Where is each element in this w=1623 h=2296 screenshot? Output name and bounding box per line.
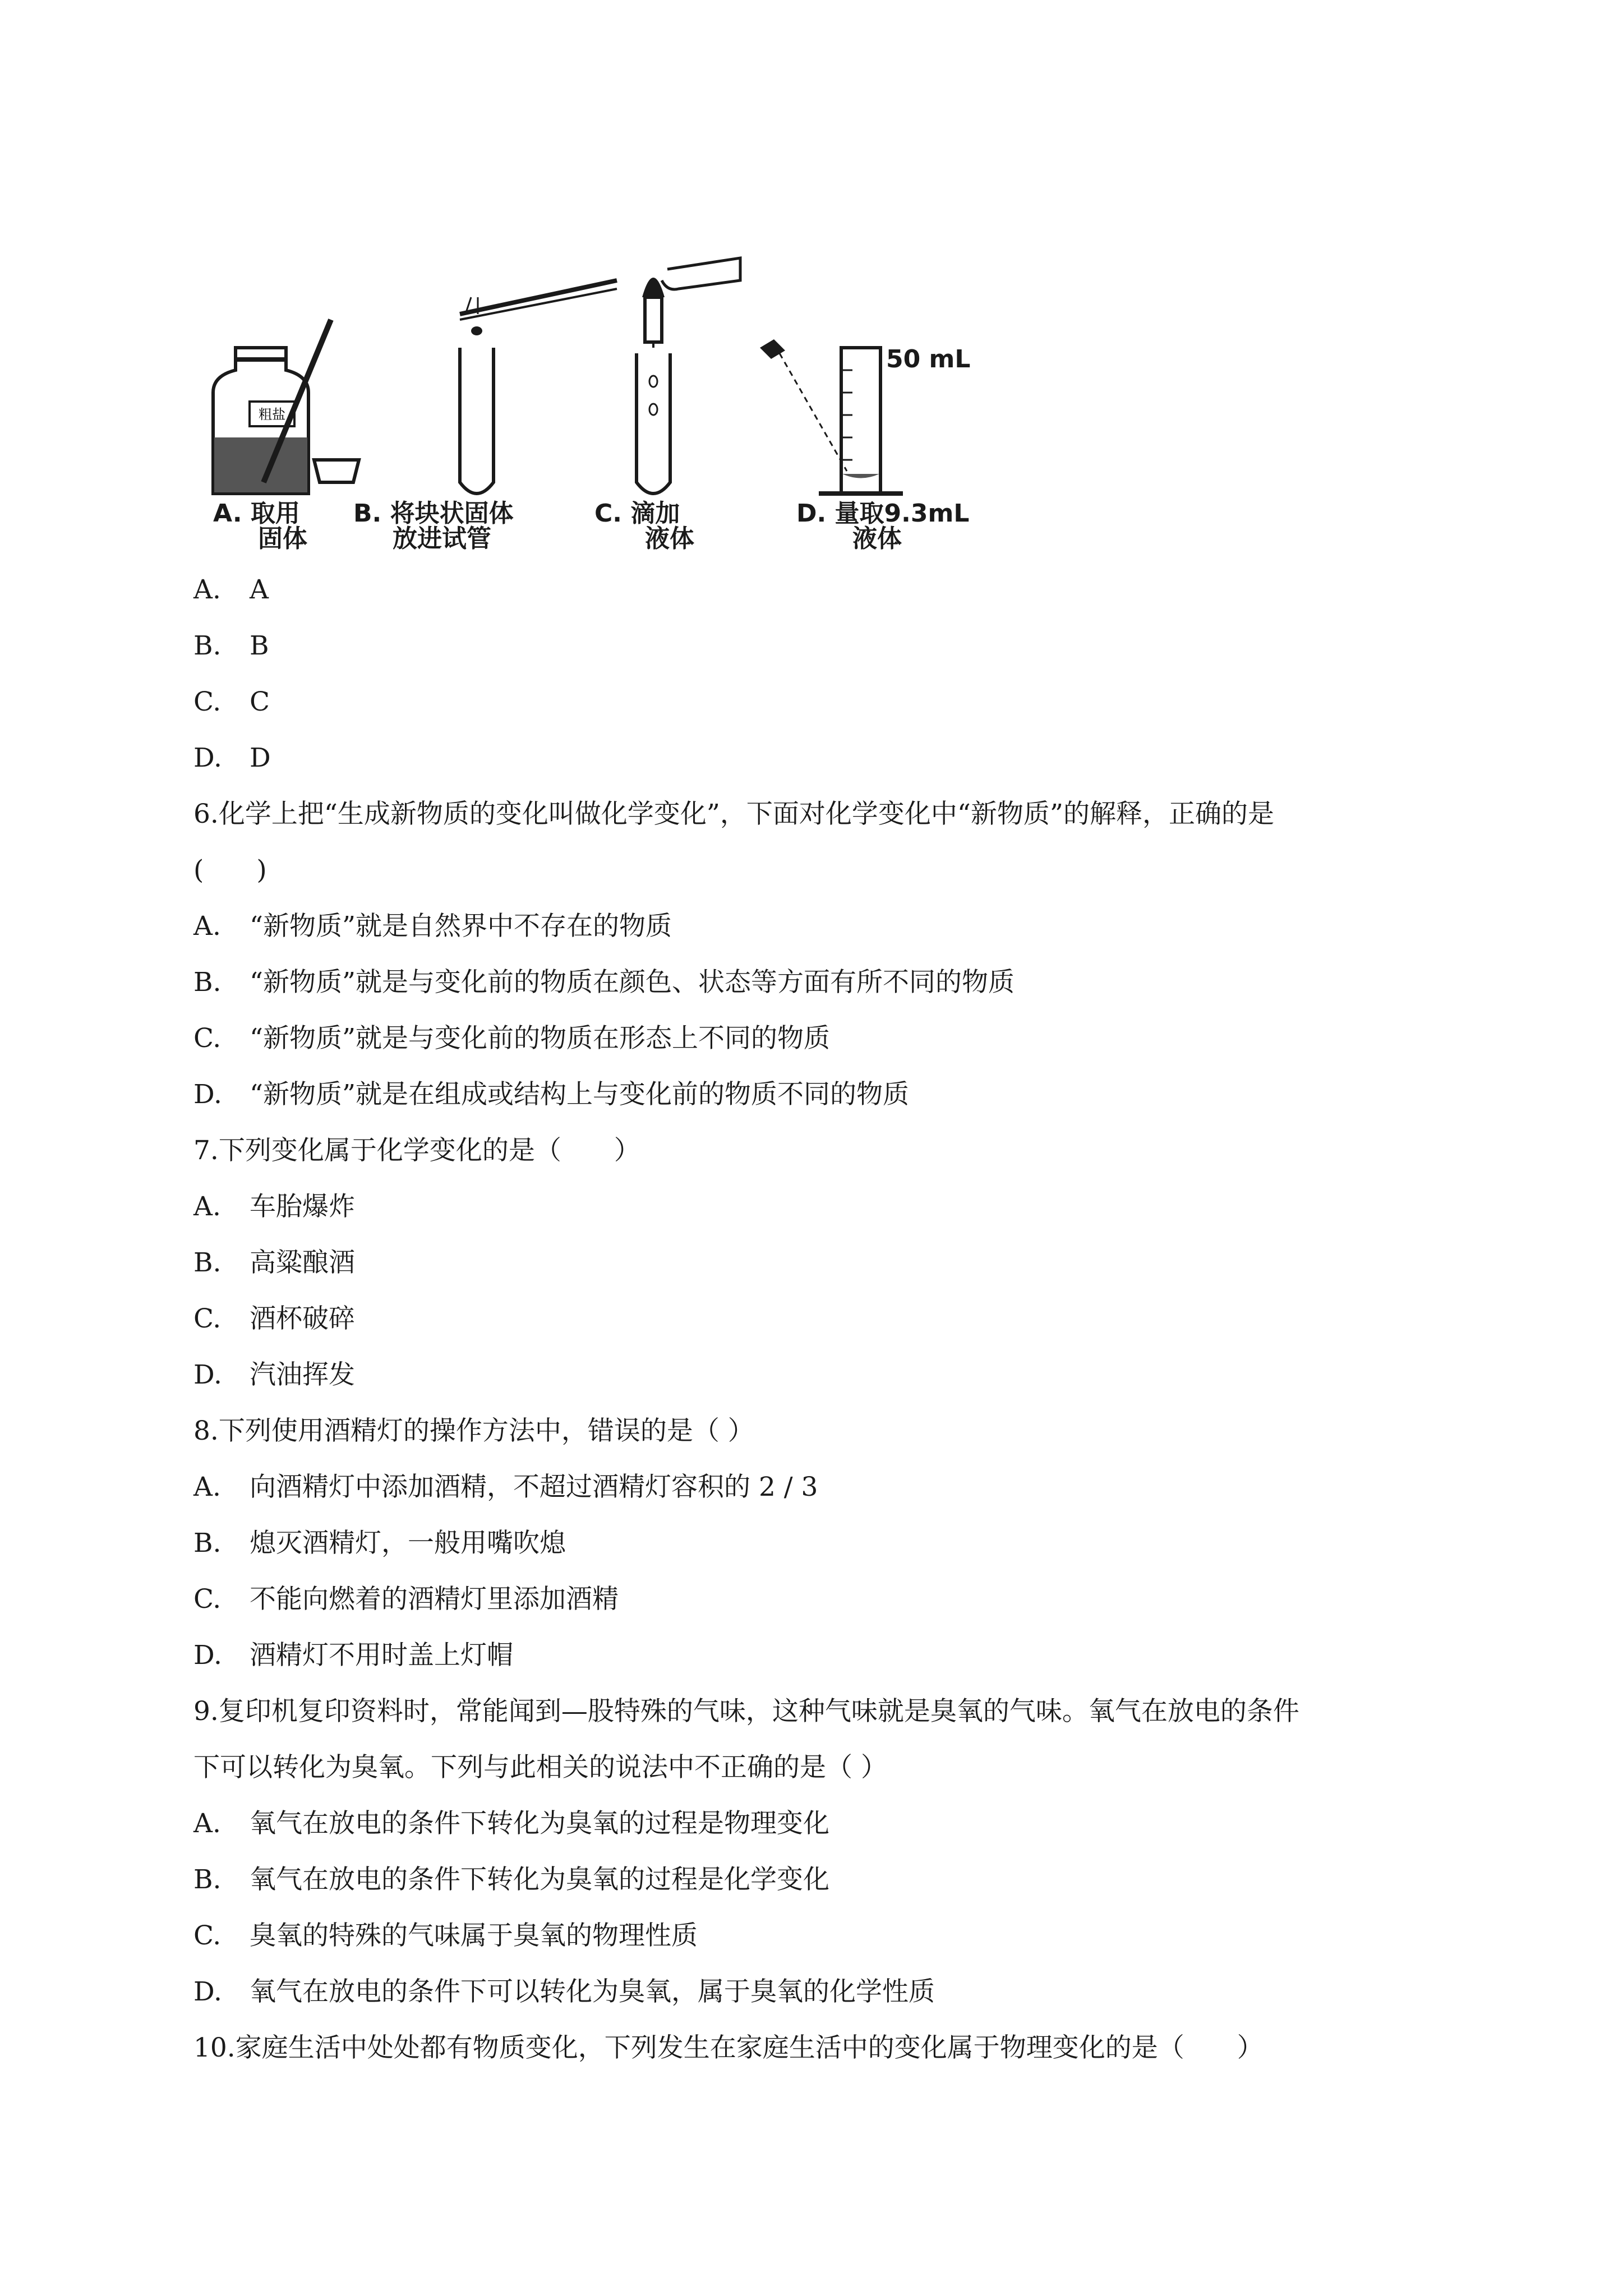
reagent-jar-illustration [213, 320, 359, 494]
q8-option-a: A. 向酒精灯中添加酒精，不超过酒精灯容积的 2 / 3 [193, 1472, 818, 1502]
q5-option-b: B. B [193, 630, 269, 661]
test-tube-b-illustration [460, 280, 617, 494]
q8-stem: 8.下列使用酒精灯的操作方法中，错误的是（ ） [193, 1416, 754, 1446]
caption-c-line1: C. 滴加 [594, 499, 680, 528]
caption-b-line1: B. 将块状固体 [353, 499, 514, 528]
q8-option-d: D. 酒精灯不用时盖上灯帽 [193, 1640, 513, 1671]
q10-stem: 10.家庭生活中处处都有物质变化，下列发生在家庭生活中的变化属于物理变化的是（ ） [193, 2032, 1264, 2063]
q9-option-c: C. 臭氧的特殊的气味属于臭氧的物理性质 [193, 1920, 698, 1951]
q7-option-c: C. 酒杯破碎 [193, 1303, 355, 1334]
q6-option-d: D. “新物质”就是在组成或结构上与变化前的物质不同的物质 [193, 1079, 910, 1110]
lab-operations-figure [202, 236, 1032, 550]
q5-option-a: A. A [193, 574, 269, 605]
q7-stem: 7.下列变化属于化学变化的是（ ） [193, 1135, 640, 1166]
cylinder-mark: 50 mL [886, 345, 971, 374]
q9-stem-line2: 下可以转化为臭氧。下列与此相关的说法中不正确的是（ ） [193, 1752, 887, 1783]
q7-option-d: D. 汽油挥发 [193, 1359, 355, 1390]
caption-a-line2: 固体 [258, 524, 307, 550]
test-tube-c-illustration [637, 258, 740, 494]
q9-option-a: A. 氧气在放电的条件下转化为臭氧的过程是物理变化 [193, 1808, 829, 1839]
caption-d-line2: 液体 [852, 524, 902, 550]
caption-c-line2: 液体 [645, 524, 694, 550]
q8-option-b: B. 熄灭酒精灯，一般用嘴吹熄 [193, 1528, 566, 1559]
q6-stem-line1: 6.化学上把“生成新物质的变化叫做化学变化”，下面对化学变化中“新物质”的解释，正确的是 [193, 799, 1274, 829]
q7-option-b: B. 高粱酿酒 [193, 1247, 355, 1278]
q6-option-b: B. “新物质”就是与变化前的物质在颜色、状态等方面有所不同的物质 [193, 967, 1015, 998]
jar-label: 粗盐 [259, 407, 285, 422]
q5-option-c: C. C [193, 686, 270, 717]
q9-option-d: D. 氧气在放电的条件下可以转化为臭氧，属于臭氧的化学性质 [193, 1976, 935, 2007]
q7-option-a: A. 车胎爆炸 [193, 1191, 355, 1222]
q6-option-c: C. “新物质”就是与变化前的物质在形态上不同的物质 [193, 1023, 831, 1054]
caption-d-line1: D. 量取9.3mL [796, 499, 970, 528]
caption-b-line2: 放进试管 [393, 524, 491, 550]
graduated-cylinder-illustration [760, 339, 970, 494]
q5-option-d: D. D [193, 743, 271, 773]
q9-option-b: B. 氧气在放电的条件下转化为臭氧的过程是化学变化 [193, 1864, 829, 1895]
q6-stem-line2: ( ) [193, 855, 267, 886]
caption-a-line1: A. 取用 [213, 499, 300, 528]
q6-option-a: A. “新物质”就是自然界中不存在的物质 [193, 911, 672, 942]
q8-option-c: C. 不能向燃着的酒精灯里添加酒精 [193, 1584, 619, 1615]
q9-stem-line1: 9.复印机复印资料时，常能闻到—股特殊的气味，这种气味就是臭氧的气味。氧气在放电的条件 [193, 1696, 1299, 1727]
